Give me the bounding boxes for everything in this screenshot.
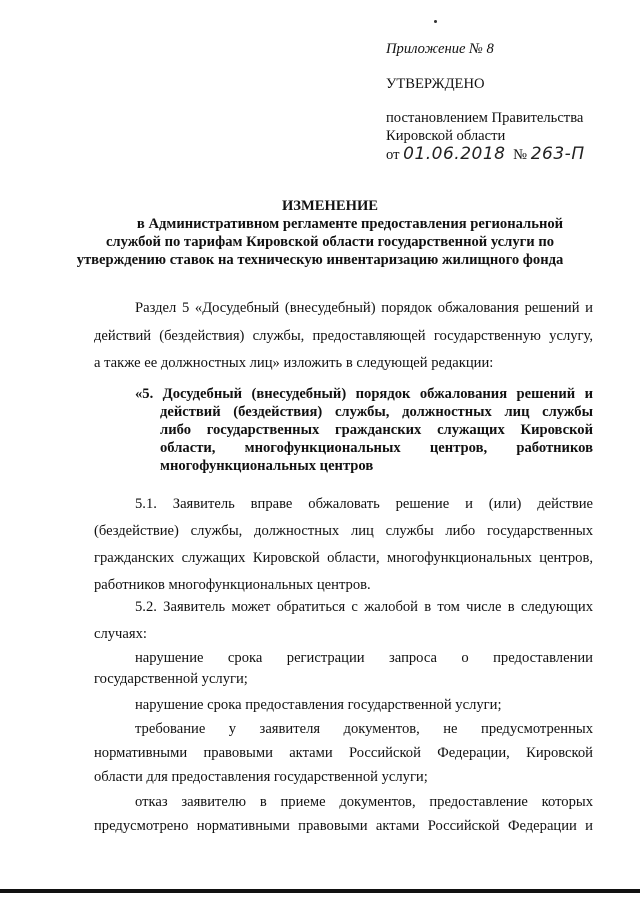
section-heading-line-3: либо государственных гражданских служащих Кировской xyxy=(160,422,593,438)
section-heading-line-5: многофункциональных центров xyxy=(160,458,374,474)
item1-line-1: нарушение срока регистрации запроса о предоставлении xyxy=(135,650,593,666)
intro-line-1: Раздел 5 «Досудебный (внесудебный) порядок обжалования решений и xyxy=(135,300,593,316)
item2-line: нарушение срока предоставления государственной услуги; xyxy=(135,697,502,713)
item4-line-2: предусмотрено нормативными правовыми актами Российской Федерации и xyxy=(94,818,593,834)
decree-number-sign: № xyxy=(513,147,528,163)
item3-line-2: нормативными правовыми актами Российской Федерации, Кировской xyxy=(94,745,593,761)
item3-line-1: требование у заявителя документов, не предусмотренных xyxy=(135,721,593,737)
approved-label: УТВЕРЖДЕНО xyxy=(386,76,485,92)
decree-line-2: Кировской области xyxy=(386,128,506,144)
intro-line-2: действий (бездействия) службы, предоставляющей государственную услугу, xyxy=(94,328,593,344)
decree-line-1: постановлением Правительства xyxy=(386,110,584,126)
item3-line-3: области для предоставления государственной услуги; xyxy=(94,769,428,785)
item1-line-2: государственной услуги; xyxy=(94,671,248,687)
subtitle-line-2: службой по тарифам Кировской области государственной услуги по xyxy=(105,234,555,250)
subtitle-line-1: в Административном регламенте предоставления региональной xyxy=(136,216,564,232)
item4-line-1: отказ заявителю в приеме документов, предоставление которых xyxy=(135,794,593,810)
scan-edge-bar xyxy=(0,889,640,893)
section-heading-line-2: действий (бездействия) службы, должностных лиц службы xyxy=(160,404,593,420)
decree-from: от xyxy=(386,147,400,163)
p52-line-1: 5.2. Заявитель может обратиться с жалобой в том числе в следующих xyxy=(135,599,593,615)
appendix-label: Приложение № 8 xyxy=(386,41,494,57)
decree-date-line xyxy=(386,145,585,164)
document-title: ИЗМЕНЕНИЕ xyxy=(281,198,379,214)
section-heading-line-1: «5. Досудебный (внесудебный) порядок обжалования решений и xyxy=(135,386,593,402)
p51-line-4: работников многофункциональных центров. xyxy=(94,577,371,593)
p51-line-1: 5.1. Заявитель вправе обжаловать решение и (или) действие xyxy=(135,496,593,512)
subtitle-line-3: утверждению ставок на техническую инвентаризацию жилищного фонда xyxy=(76,252,564,268)
decree-number-handwritten: 263-П xyxy=(530,144,585,164)
scan-speck xyxy=(434,20,437,23)
p52-line-2: случаях: xyxy=(94,626,147,642)
intro-line-3: а также ее должностных лиц» изложить в следующей редакции: xyxy=(94,355,494,371)
section-heading-line-4: области, многофункциональных центров, работников xyxy=(160,440,593,456)
p51-line-2: (бездействие) службы, должностных лиц службы либо государственных xyxy=(94,523,593,539)
decree-date-handwritten: 01.06.2018 xyxy=(403,144,506,164)
p51-line-3: гражданских служащих Кировской области, многофункциональных центров, xyxy=(94,550,593,566)
